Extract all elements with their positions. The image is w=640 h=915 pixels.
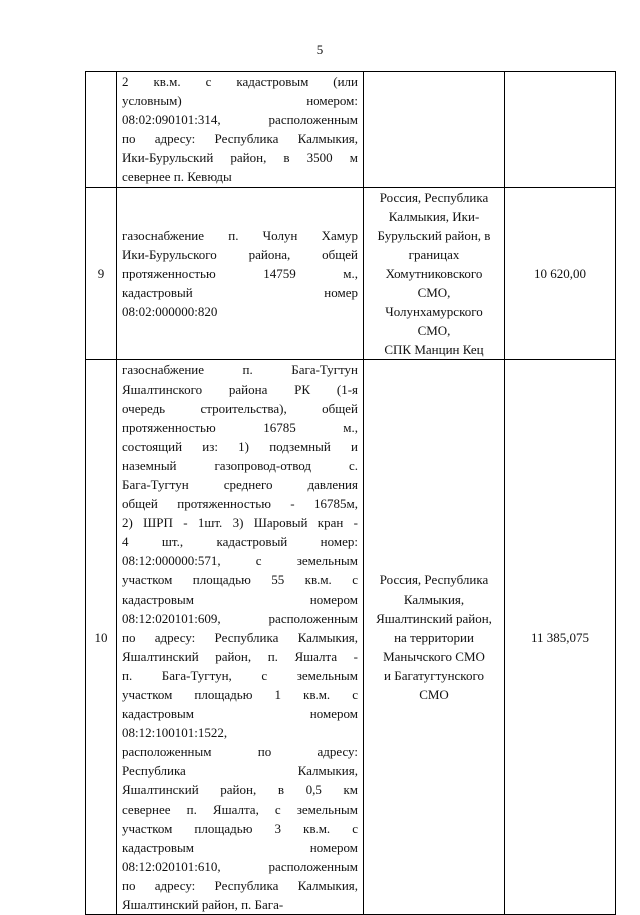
- location-cell: [364, 72, 505, 188]
- location-line: Хомутниковского: [385, 265, 483, 281]
- location-line: Россия, Республика: [379, 572, 489, 588]
- description-line: 08:12:000000:571, с земельным: [122, 553, 358, 569]
- description-line: п. Бага-Тугтун, с земельным: [122, 667, 358, 683]
- location-line: СМО: [419, 687, 449, 702]
- description-line: 4 шт., кадастровый номер:: [122, 534, 358, 550]
- table-row: [86, 360, 616, 915]
- location-text: [364, 570, 504, 704]
- description-text: [122, 72, 358, 187]
- row-number-cell: [86, 72, 117, 188]
- table-body: [86, 72, 616, 915]
- description-line: Республика Калмыкия,: [122, 763, 358, 779]
- location-line: Чолунхамурского: [385, 304, 483, 320]
- description-line: Яшалтинский район, п. Яшалта -: [122, 648, 358, 664]
- description-line: Яшалтинский район, п. Бага-: [122, 897, 284, 913]
- description-line: участком площадью 3 кв.м. с: [122, 820, 358, 836]
- description-line: Бага-Тугтун среднего давления: [122, 476, 358, 492]
- description-line: очередь строительства), общей: [122, 400, 358, 416]
- description-line: кадастровым номером: [122, 706, 358, 722]
- description-line: Ики-Бурульский район, в 3500 м: [122, 150, 358, 166]
- location-line: СПК Манцин Кец: [384, 342, 484, 358]
- location-text: [364, 188, 504, 360]
- description-line: протяженностью 16785 м.,: [122, 419, 358, 435]
- description-line: 08:12:020101:609, расположенным: [122, 610, 358, 626]
- location-cell: [364, 360, 505, 915]
- description-line: по адресу: Республика Калмыкия,: [122, 131, 358, 147]
- location-line: на территории: [394, 629, 474, 645]
- cost-cell: 11 385,075: [505, 360, 616, 915]
- location-line: Манычского СМО: [383, 648, 485, 664]
- row-number-cell: 10: [86, 360, 117, 915]
- location-line: и Багатугтунского: [384, 667, 484, 683]
- table-row: [86, 187, 616, 360]
- description-cell: [117, 72, 364, 188]
- location-line: Россия, Республика: [379, 189, 489, 205]
- description-line: наземный газопровод-отвод с.: [122, 457, 358, 473]
- property-table: [85, 71, 616, 915]
- page-number: 5: [316, 42, 324, 57]
- description-line: кадастровым номером: [122, 591, 358, 607]
- description-line: участком площадью 1 кв.м. с: [122, 687, 358, 702]
- description-line: 2) ШРП - 1шт. 3) Шаровый кран -: [122, 515, 358, 531]
- location-line: Калмыкия, Ики-: [388, 208, 480, 224]
- description-line: 08:12:020101:610, расположенным: [122, 858, 358, 874]
- description-line: условным) номером:: [122, 93, 358, 109]
- description-line: Яшалтинского района РК (1-я: [122, 381, 358, 397]
- description-line: расположенным по адресу:: [122, 744, 358, 760]
- description-line: состоящий из: 1) подземный и: [122, 438, 358, 454]
- description-line: 08:02:000000:820: [122, 304, 218, 320]
- location-line: границах: [408, 246, 460, 262]
- description-line: по адресу: Республика Калмыкия,: [122, 629, 358, 645]
- description-cell: [117, 360, 364, 915]
- description-line: протяженностью 14759 м.,: [122, 265, 358, 281]
- cost-cell: 10 620,00: [505, 187, 616, 360]
- description-line: газоснабжение п. Чолун Хамур: [122, 227, 358, 243]
- description-line: 08:02:090101:314, расположенным: [122, 112, 358, 128]
- description-line: газоснабжение п. Бага-Тугтун: [122, 362, 358, 378]
- cost-cell: [505, 72, 616, 188]
- location-line: СМО,: [417, 285, 451, 301]
- location-line: Калмыкия,: [403, 591, 465, 607]
- description-line: 08:12:100101:1522,: [122, 725, 228, 741]
- description-line: по адресу: Республика Калмыкия,: [122, 877, 358, 893]
- description-line: Яшалтинский район, в 0,5 км: [122, 782, 358, 798]
- description-line: севернее п. Яшалта, с земельным: [122, 801, 358, 817]
- location-line: Бурульский район, в: [377, 227, 491, 243]
- description-line: Ики-Бурульского района, общей: [122, 246, 358, 262]
- row-number-cell: 9: [86, 187, 117, 360]
- location-line: Яшалтинский район,: [376, 610, 492, 626]
- description-text: [122, 360, 358, 914]
- description-text: [122, 226, 358, 321]
- description-line: участком площадью 55 кв.м. с: [122, 572, 358, 588]
- location-cell: [364, 187, 505, 360]
- location-line: СМО,: [417, 323, 451, 339]
- description-line: севернее п. Кевюды: [122, 169, 232, 185]
- description-line: общей протяженностью - 16785м,: [122, 496, 358, 512]
- description-line: 2 кв.м. с кадастровым (или: [122, 74, 358, 89]
- table-row: [86, 72, 616, 188]
- description-cell: [117, 187, 364, 360]
- description-line: кадастровым номером: [122, 839, 358, 855]
- description-line: кадастровый номер: [122, 285, 358, 301]
